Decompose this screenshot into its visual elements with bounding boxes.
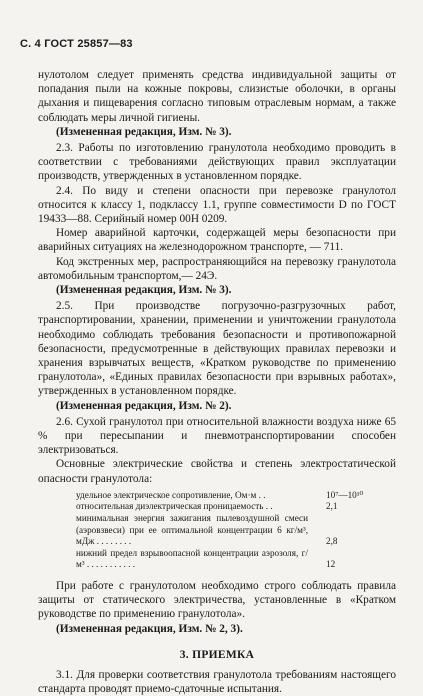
paragraph: При работе с гранулотолом необходимо строго соблюдать правила защиты от статического электричества, установленные в «Кратком руководстве по применению гранулотола». bbox=[38, 580, 396, 621]
paragraph: Основные электрические свойства и степень электростатической опасности гранулотола: bbox=[38, 458, 396, 485]
property-row bbox=[76, 548, 396, 571]
paragraph: 2.6. Сухой гранулотол при относительной влажности воздуха ниже 65 % при пересыпании и пневмотранспортировании способен электризоваться. bbox=[38, 415, 396, 457]
document-body bbox=[38, 68, 396, 696]
paragraph: 3.1. Для проверки соответствия гранулотола требованиям настоящего стандарта проводят приемо-сдаточные испытания. bbox=[38, 669, 396, 696]
amendment-note: (Измененная редакция, Изм. № 3). bbox=[56, 125, 232, 138]
amendment-note: (Измененная редакция, Изм. № 2). bbox=[56, 399, 232, 412]
paragraph: Номер аварийной карточки, содержащей меры безопасности при аварийных ситуациях на железнодорожном транспорте, — 711. bbox=[38, 227, 396, 254]
property-label: минимальная энергия зажигания пылевоздушной смеси (аэровзвеси) при ее оптимальной концентрации 6 кг/м³, мДж . . . . . . . . bbox=[76, 513, 308, 547]
property-row bbox=[76, 490, 396, 502]
property-row bbox=[76, 513, 396, 548]
properties-list bbox=[76, 490, 396, 571]
property-value: 2,8 bbox=[326, 536, 338, 547]
paragraph: 2.5. При производстве погрузочно-разгрузочных работ, транспортировании, хранении, применении и уничтожении гранулотола необходимо соблюдать требования безопасности и противопожарной безопасности, предусмотренные в действующих правилах перевозки и хранения взрывчатых веществ, «Кратком руководстве по применению гранулотола», «Единых правилах безопасности при взрывных работах», утвержденных в установленном порядке. bbox=[38, 300, 396, 398]
amendment-note: (Измененная редакция, Изм. № 3). bbox=[56, 284, 232, 297]
property-value: 2,1 bbox=[326, 501, 338, 512]
paragraph: Код экстренных мер, распространяющийся на перевозку гранулотола автомобильным транспортом,— 24Э. bbox=[38, 255, 396, 282]
property-value: 12 bbox=[326, 559, 336, 570]
property-label: нижний предел взрывоопасной концентрации аэрозоля, г/м³ . . . . . . . . . . . bbox=[76, 547, 308, 570]
property-value: 10⁷—10¹⁰ bbox=[326, 489, 364, 500]
section-title: 3. ПРИЕМКА bbox=[179, 648, 255, 661]
amendment-note: (Измененная редакция, Изм. № 2, 3). bbox=[56, 622, 243, 635]
paragraph: нулотолом следует применять средства индивидуальной защиты от попадания пыли на кожные покровы, слизистые оболочки, в органы дыхания и пищеварения согласно типовым отраслевым нормам, а также соблюдать меры личной гигиены. bbox=[38, 69, 396, 124]
property-label: удельное электрическое сопротивление, Ом·м . . bbox=[76, 489, 266, 500]
property-row bbox=[76, 501, 396, 513]
paragraph: 2.3. Работы по изготовлению гранулотола необходимо проводить в соответствии с требованиями действующих правил эксплуатации производств, утвержденных в установленном порядке. bbox=[38, 142, 396, 183]
property-label: относительная диэлектрическая проницаемость . . bbox=[76, 501, 273, 512]
page-header: С. 4 ГОСТ 25857—83 bbox=[20, 38, 133, 50]
paragraph: 2.4. По виду и степени опасности при перевозке гранулотол относится к классу 1, подклассу 1.1, группе совместимости D по ГОСТ 19433—88. Серийный номер 00Н 0209. bbox=[38, 184, 396, 226]
